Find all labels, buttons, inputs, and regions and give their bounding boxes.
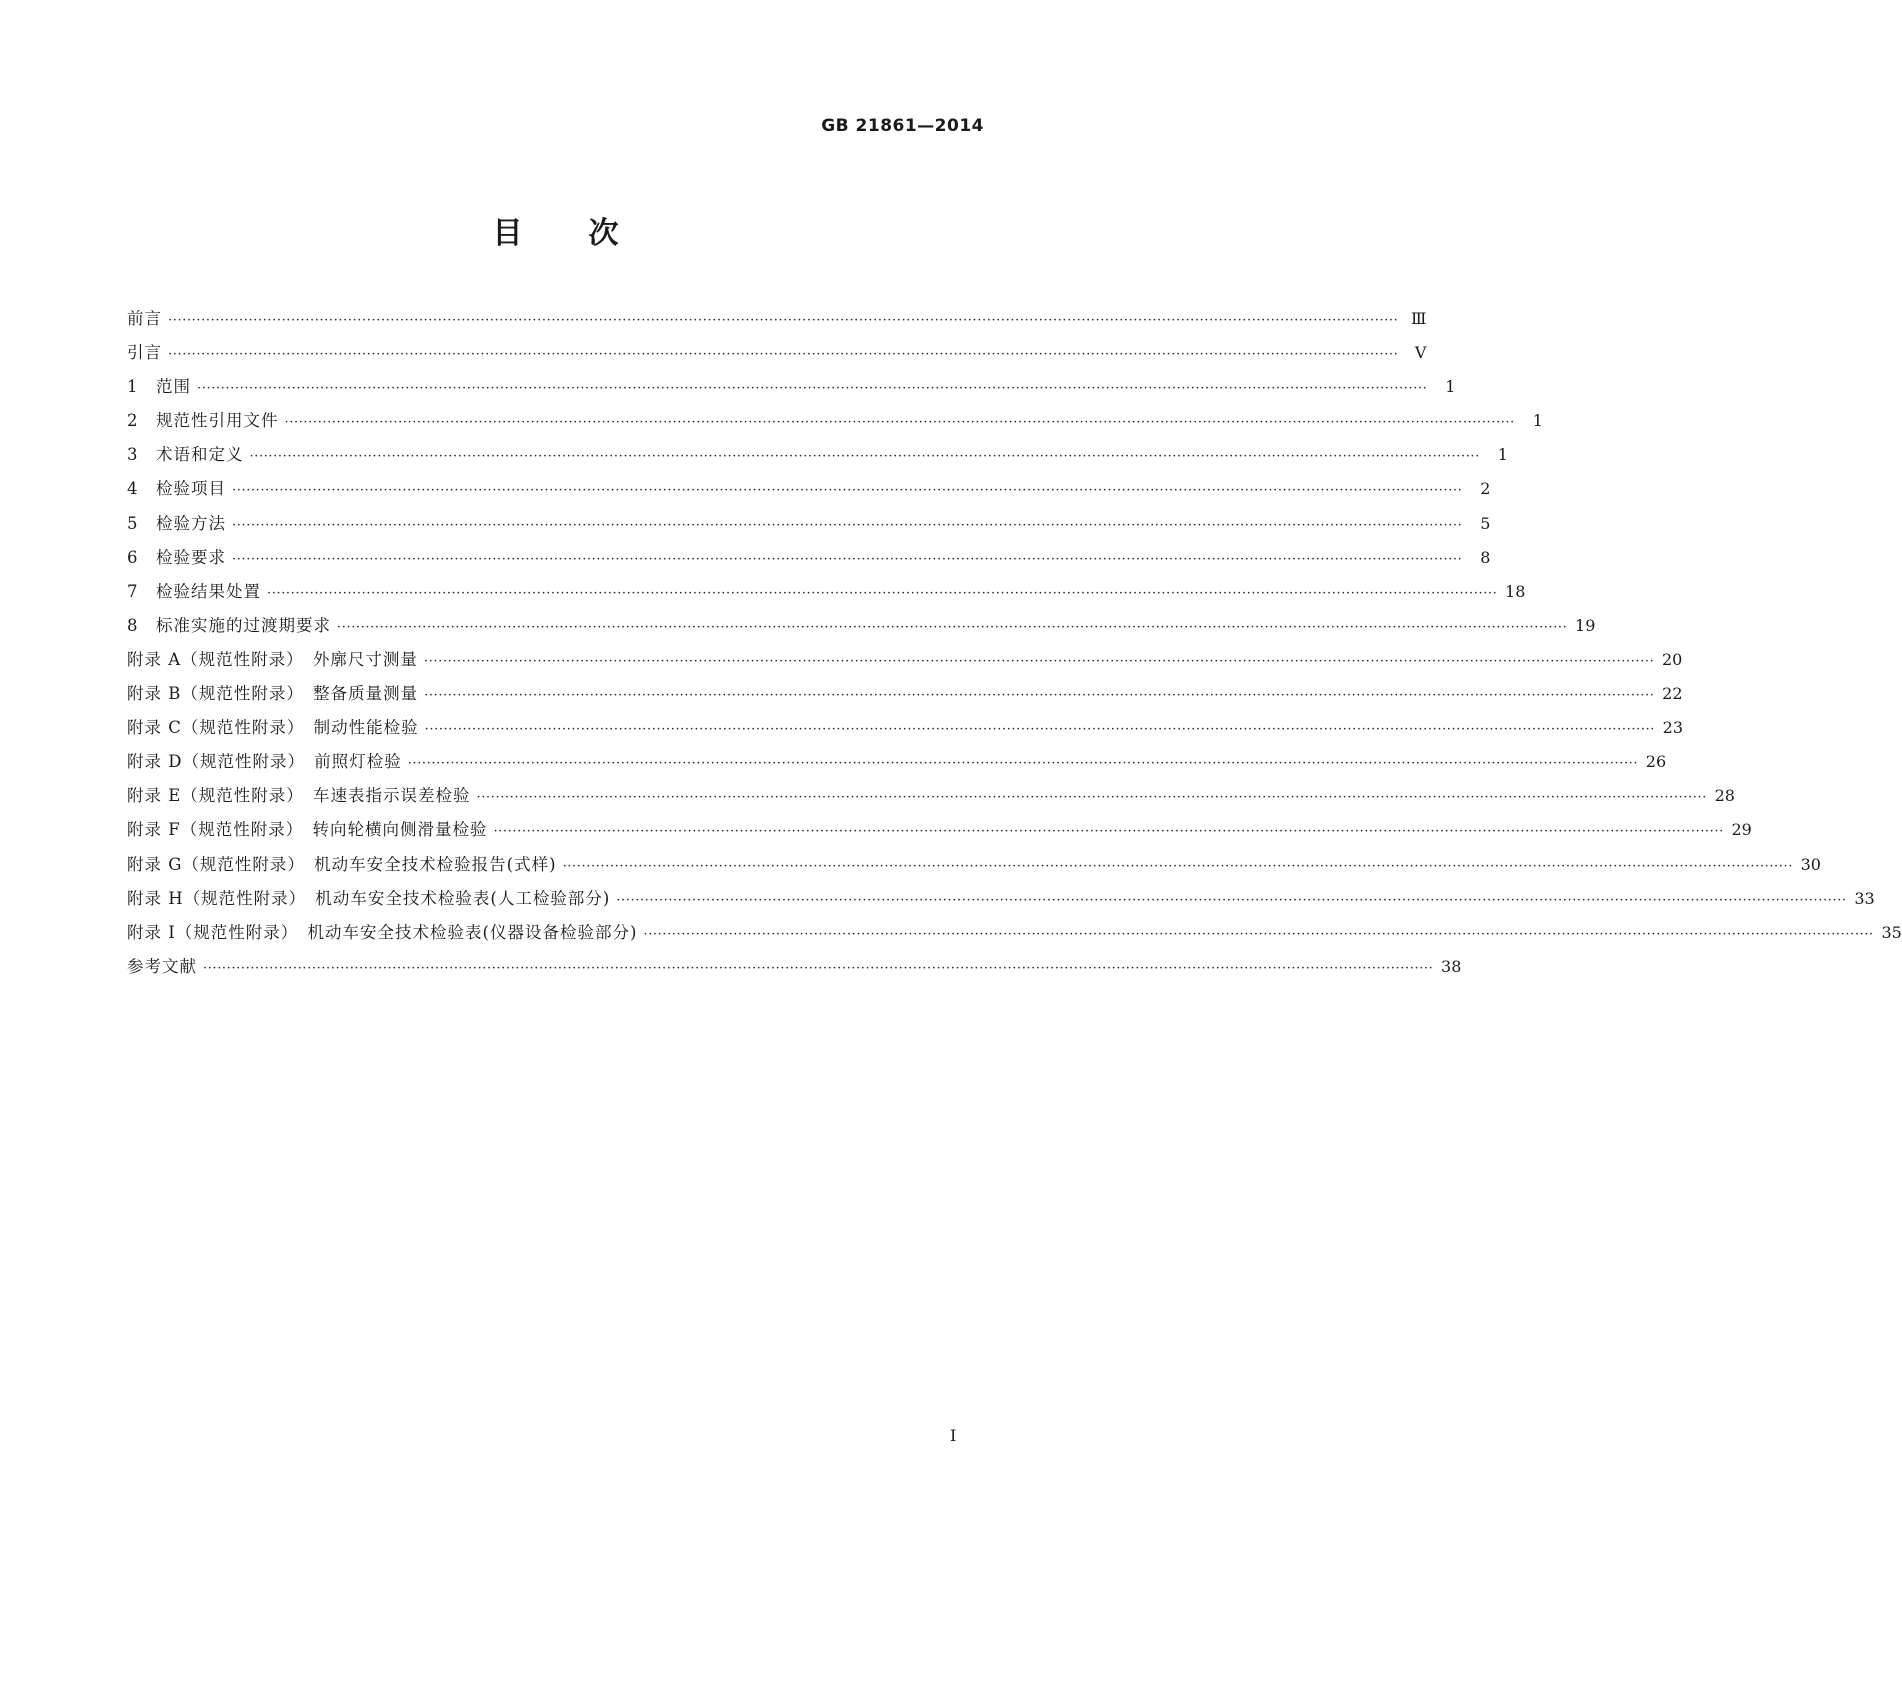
toc-entry-label: 3 术语和定义 — [127, 445, 244, 465]
toc-entry-page: 20 — [1661, 649, 1683, 669]
toc-dot-leader: ···································································································································································································································································· — [424, 688, 1655, 704]
toc-entry-page: 19 — [1575, 615, 1596, 635]
toc-entry-label: 附录 E（规范性附录） 车速表指示误差检验 — [127, 786, 471, 806]
toc-entry-page: 18 — [1505, 581, 1526, 601]
toc-entry-page: 2 — [1480, 479, 1491, 499]
toc-entry-page: 35 — [1881, 922, 1902, 942]
toc-dot-leader: ···································································································································································································································································· — [616, 892, 1847, 908]
toc-entry-page: 30 — [1800, 854, 1821, 874]
toc-entry[interactable] — [127, 370, 1456, 404]
toc-entry[interactable] — [127, 711, 1684, 745]
toc-entry-label: 附录 C（规范性附录） 制动性能检验 — [127, 718, 419, 738]
toc-entry[interactable] — [127, 609, 1596, 643]
toc-entry[interactable] — [127, 404, 1543, 438]
toc-entry-label: 附录 F（规范性附录） 转向轮横向侧滑量检验 — [127, 820, 488, 840]
toc-entry-label: 附录 G（规范性附录） 机动车安全技术检验报告(式样) — [127, 854, 557, 874]
toc-entry[interactable] — [127, 541, 1491, 575]
toc-dot-leader: ···································································································································································································································································· — [249, 449, 1480, 465]
toc-entry-page: 29 — [1731, 820, 1752, 840]
toc-entry[interactable] — [127, 575, 1526, 609]
page-title-char: 目 — [492, 216, 523, 251]
standard-number: GB 21861—2014 — [821, 116, 984, 136]
page-title-char: 次 — [588, 216, 619, 251]
toc-dot-leader: ···································································································································································································································································· — [232, 483, 1463, 499]
toc-entry[interactable] — [127, 950, 1462, 984]
toc-entry-page: 1 — [1532, 411, 1543, 431]
toc-entry-page: 22 — [1662, 684, 1683, 704]
toc-entry-label: 附录 A（规范性附录） 外廓尺寸测量 — [127, 649, 418, 669]
toc-entry[interactable] — [127, 677, 1683, 711]
toc-dot-leader: ···································································································································································································································································· — [168, 313, 1399, 328]
toc-dot-leader: ···································································································································································································································································· — [267, 585, 1498, 601]
toc-entry[interactable] — [127, 848, 1821, 882]
toc-entry[interactable] — [127, 302, 1427, 336]
toc-entry-label: 6 检验要求 — [127, 547, 226, 567]
toc-entry-label: 附录 D（规范性附录） 前照灯检验 — [127, 752, 402, 772]
toc-entry[interactable] — [127, 813, 1752, 847]
toc-dot-leader: ···································································································································································································································································· — [493, 824, 1724, 840]
toc-entry-page: 28 — [1714, 786, 1735, 806]
toc-entry-label: 2 规范性引用文件 — [127, 411, 279, 431]
toc-entry-page: 8 — [1480, 547, 1491, 567]
toc-dot-leader: ···································································································································································································································································· — [337, 619, 1568, 635]
toc-entry-label: 5 检验方法 — [127, 513, 226, 533]
toc-entry[interactable] — [127, 745, 1667, 779]
toc-dot-leader: ···································································································································································································································································· — [232, 551, 1463, 567]
page-title — [0, 208, 1111, 252]
toc-entry[interactable] — [127, 507, 1491, 541]
toc-entry[interactable] — [127, 472, 1491, 506]
toc-dot-leader: ···································································································································································································································································· — [562, 858, 1793, 874]
toc-dot-leader: ···································································································································································································································································· — [203, 960, 1434, 976]
toc-dot-leader: ···································································································································································································································································· — [476, 790, 1707, 806]
footer-page-number: I — [950, 1426, 957, 1445]
toc-dot-leader: ···································································································································································································································································· — [423, 653, 1655, 669]
toc-entry-page: 1 — [1497, 445, 1508, 465]
toc-entry[interactable] — [127, 438, 1508, 472]
toc-entry-label: 1 范围 — [127, 377, 191, 397]
toc-entry-label: 附录 B（规范性附录） 整备质量测量 — [127, 684, 419, 704]
toc-entry[interactable] — [127, 882, 1875, 916]
toc-entry-label: 附录 I（规范性附录） 机动车安全技术检验表(仪器设备检验部分) — [127, 922, 638, 942]
toc-entry-page: 23 — [1662, 718, 1684, 738]
toc-dot-leader: ···································································································································································································································································· — [197, 381, 1428, 397]
toc-entry-page: 1 — [1445, 377, 1456, 397]
toc-dot-leader: ···································································································································································································································································· — [643, 926, 1874, 942]
toc-entry-page: 38 — [1441, 956, 1462, 976]
toc-entry-label: 参考文献 — [127, 956, 197, 976]
toc-dot-leader: ···································································································································································································································································· — [168, 347, 1399, 363]
toc-entry-label: 附录 H（规范性附录） 机动车安全技术检验表(人工检验部分) — [127, 888, 611, 908]
toc-entry-page: Ⅴ — [1414, 343, 1427, 363]
toc-entry-page: 26 — [1645, 752, 1667, 772]
toc-entry-label: 7 检验结果处置 — [127, 581, 261, 601]
toc-dot-leader: ···································································································································································································································································· — [424, 722, 1656, 738]
toc-dot-leader: ···································································································································································································································································· — [284, 415, 1515, 431]
toc-entry-label: 引言 — [127, 343, 162, 363]
toc-entry[interactable] — [127, 643, 1683, 677]
toc-entry-label: 8 标准实施的过渡期要求 — [127, 615, 331, 635]
toc-dot-leader: ···································································································································································································································································· — [232, 517, 1463, 533]
toc-entry[interactable] — [127, 916, 1902, 950]
toc-entry-page: 33 — [1854, 888, 1875, 908]
table-of-contents — [127, 302, 1902, 984]
toc-dot-leader: ···································································································································································································································································· — [407, 756, 1639, 772]
toc-entry-page: 5 — [1480, 513, 1491, 533]
toc-entry-page: Ⅲ — [1410, 309, 1427, 328]
toc-entry[interactable] — [127, 779, 1735, 813]
toc-entry-label: 前言 — [127, 309, 162, 328]
toc-entry[interactable] — [127, 336, 1427, 370]
toc-entry-label: 4 检验项目 — [127, 479, 226, 499]
